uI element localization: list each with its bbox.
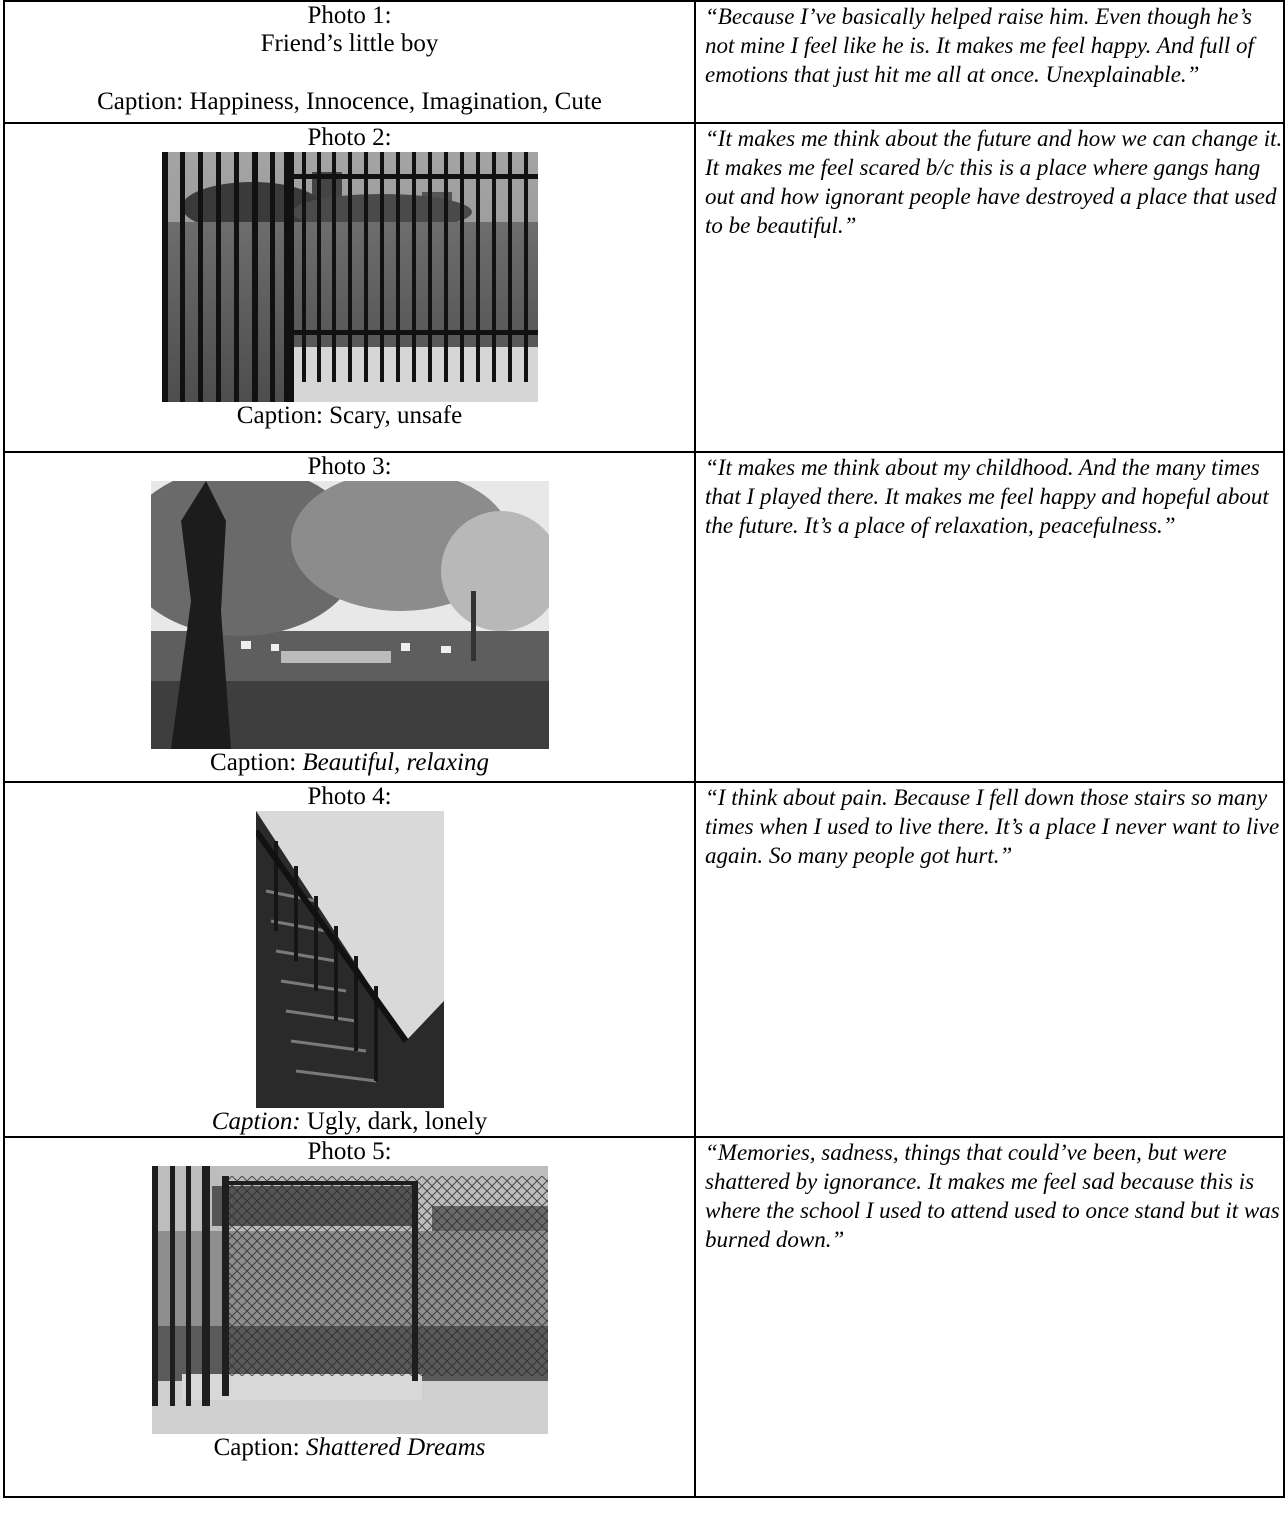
photo-caption <box>5 88 694 116</box>
photo-image <box>151 481 549 749</box>
table-row <box>4 452 1284 782</box>
caption-text: Happiness, Innocence, Imagination, Cute <box>189 88 602 115</box>
photo-image <box>152 1166 548 1434</box>
caption-label: Caption: <box>210 749 297 776</box>
photo-title: Photo 5: <box>307 1138 392 1165</box>
caption-text: Ugly, dark, lonely <box>306 1108 488 1135</box>
photo-caption <box>5 402 694 430</box>
table-row <box>4 123 1284 452</box>
quote-cell <box>695 452 1284 782</box>
photo-cell <box>4 1 695 123</box>
photo-caption <box>5 749 694 777</box>
photo-title: Photo 4: <box>307 783 392 810</box>
quote-cell <box>695 782 1284 1137</box>
photo-image <box>162 152 538 402</box>
quote-text: “I think about pain. Because I fell down those stairs so many times when I used to live there. It’s a place I never want to live again. So many people got hurt.” <box>705 785 1280 868</box>
caption-text: Beautiful, relaxing <box>302 749 489 776</box>
photo-title: Photo 3: <box>307 453 392 480</box>
stairway-photo <box>256 811 444 1108</box>
photo-subtitle: Friend’s little boy <box>260 30 439 57</box>
fence-photo <box>162 152 538 402</box>
photo-cell <box>4 123 695 452</box>
quote-cell <box>695 123 1284 452</box>
caption-label: Caption: <box>97 88 184 115</box>
quote-text: “Because I’ve basically helped raise him. Even though he’s not mine I feel like he is. It makes me feel happy. And full of emotions that just hit me all at once. Unexplainable.” <box>705 4 1254 87</box>
photo-cell <box>4 452 695 782</box>
quote-cell <box>695 1 1284 123</box>
caption-text: Shattered Dreams <box>305 1434 486 1461</box>
table-row <box>4 782 1284 1137</box>
quote-text: “Memories, sadness, things that could’ve been, but were shattered by ignorance. It makes me feel sad because this is where the school I used to attend used to once stand but it was burned down.” <box>705 1140 1280 1252</box>
park-photo <box>151 481 549 749</box>
caption-text: Scary, unsafe <box>329 402 463 429</box>
chainlink-fence-photo <box>152 1166 548 1434</box>
photo-title: Photo 1: <box>307 2 392 29</box>
photo-reflection-table <box>3 0 1285 1498</box>
quote-text: “It makes me think about my childhood. And the many times that I played there. It makes me feel happy and hopeful about the future. It’s a place of relaxation, peacefulness.” <box>705 455 1269 538</box>
caption-label: Caption: <box>213 1434 300 1461</box>
photo-title: Photo 2: <box>307 124 392 151</box>
quote-text: “It makes me think about the future and how we can change it. It makes me feel scared b/c this is a place where gangs hang out and how ignorant people have destroyed a place that used to be beautiful.” <box>705 126 1283 238</box>
table-row <box>4 1 1284 123</box>
photo-cell <box>4 1137 695 1497</box>
caption-label: Caption: <box>211 1108 301 1135</box>
table-row <box>4 1137 1284 1497</box>
caption-label: Caption: <box>236 402 323 429</box>
photo-cell <box>4 782 695 1137</box>
photo-caption <box>5 1108 694 1136</box>
photo-image <box>256 811 444 1108</box>
photo-caption <box>5 1434 694 1462</box>
quote-cell <box>695 1137 1284 1497</box>
